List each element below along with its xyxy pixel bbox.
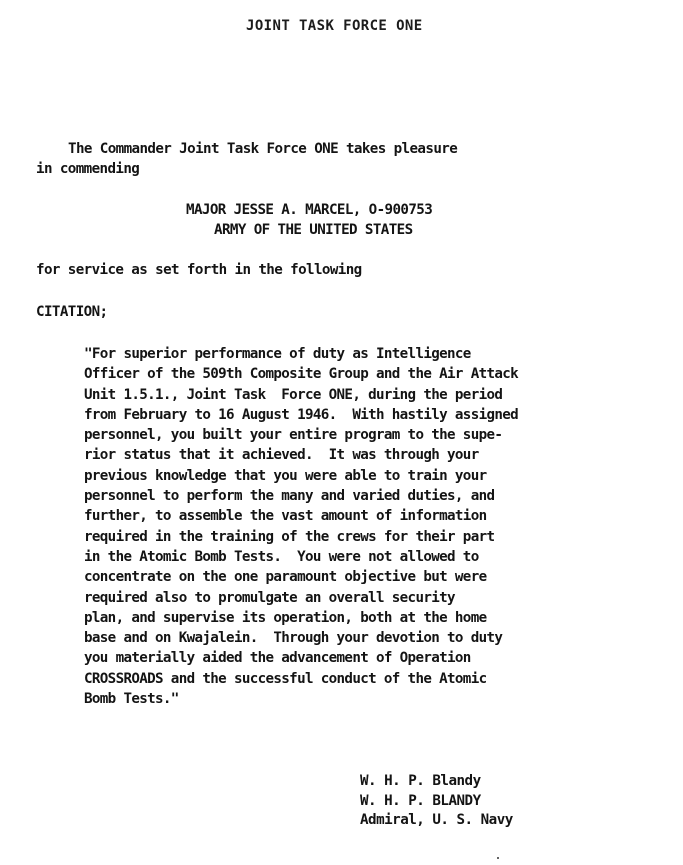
- citation-line: in the Atomic Bomb Tests. You were not allowed to: [84, 548, 479, 565]
- citation-line: CROSSROADS and the successful conduct of the Atomic: [84, 670, 487, 687]
- citation-line: personnel to perform the many and varied duties, and: [84, 488, 495, 505]
- intro-line-2: in commending: [36, 161, 140, 177]
- honoree-affiliation: ARMY OF THE UNITED STATES: [214, 222, 413, 238]
- citation-label: CITATION;: [36, 304, 108, 320]
- scan-speck: [497, 857, 499, 859]
- citation-body: [84, 344, 664, 709]
- citation-line: required in the training of the crews for their part: [84, 528, 495, 545]
- intro-line-1: The Commander Joint Task Force ONE takes pleasure: [68, 141, 458, 157]
- signature-block: [360, 772, 513, 831]
- citation-line: "For superior performance of duty as Intelligence: [84, 346, 471, 362]
- citation-line: required also to promulgate an overall security: [84, 589, 455, 606]
- honoree-name: MAJOR JESSE A. MARCEL, O-900753: [186, 202, 433, 218]
- citation-line: you materially aided the advancement of Operation: [84, 650, 471, 667]
- document-header: JOINT TASK FORCE ONE: [246, 18, 423, 34]
- citation-line: further, to assemble the vast amount of information: [84, 508, 487, 525]
- citation-line: Unit 1.5.1., Joint Task Force ONE, during the period: [84, 386, 503, 403]
- service-line: for service as set forth in the following: [36, 262, 362, 278]
- signature-typed-name: W. H. P. BLANDY: [360, 792, 481, 809]
- citation-line: base and on Kwajalein. Through your devotion to duty: [84, 630, 503, 647]
- citation-line: Officer of the 509th Composite Group and the Air Attack: [84, 366, 519, 383]
- citation-line: personnel, you built your entire program to the supe-: [84, 427, 503, 444]
- citation-line: plan, and supervise its operation, both at the home: [84, 609, 487, 626]
- citation-line: from February to 16 August 1946. With hastily assigned: [84, 406, 519, 423]
- signature-title: Admiral, U. S. Navy: [360, 812, 513, 828]
- signature-signed-name: W. H. P. Blandy: [360, 773, 481, 789]
- citation-line: concentrate on the one paramount objective but were: [84, 569, 487, 586]
- citation-line: previous knowledge that you were able to train your: [84, 467, 487, 484]
- citation-line: Bomb Tests.": [84, 691, 179, 708]
- citation-line: rior status that it achieved. It was through your: [84, 447, 479, 464]
